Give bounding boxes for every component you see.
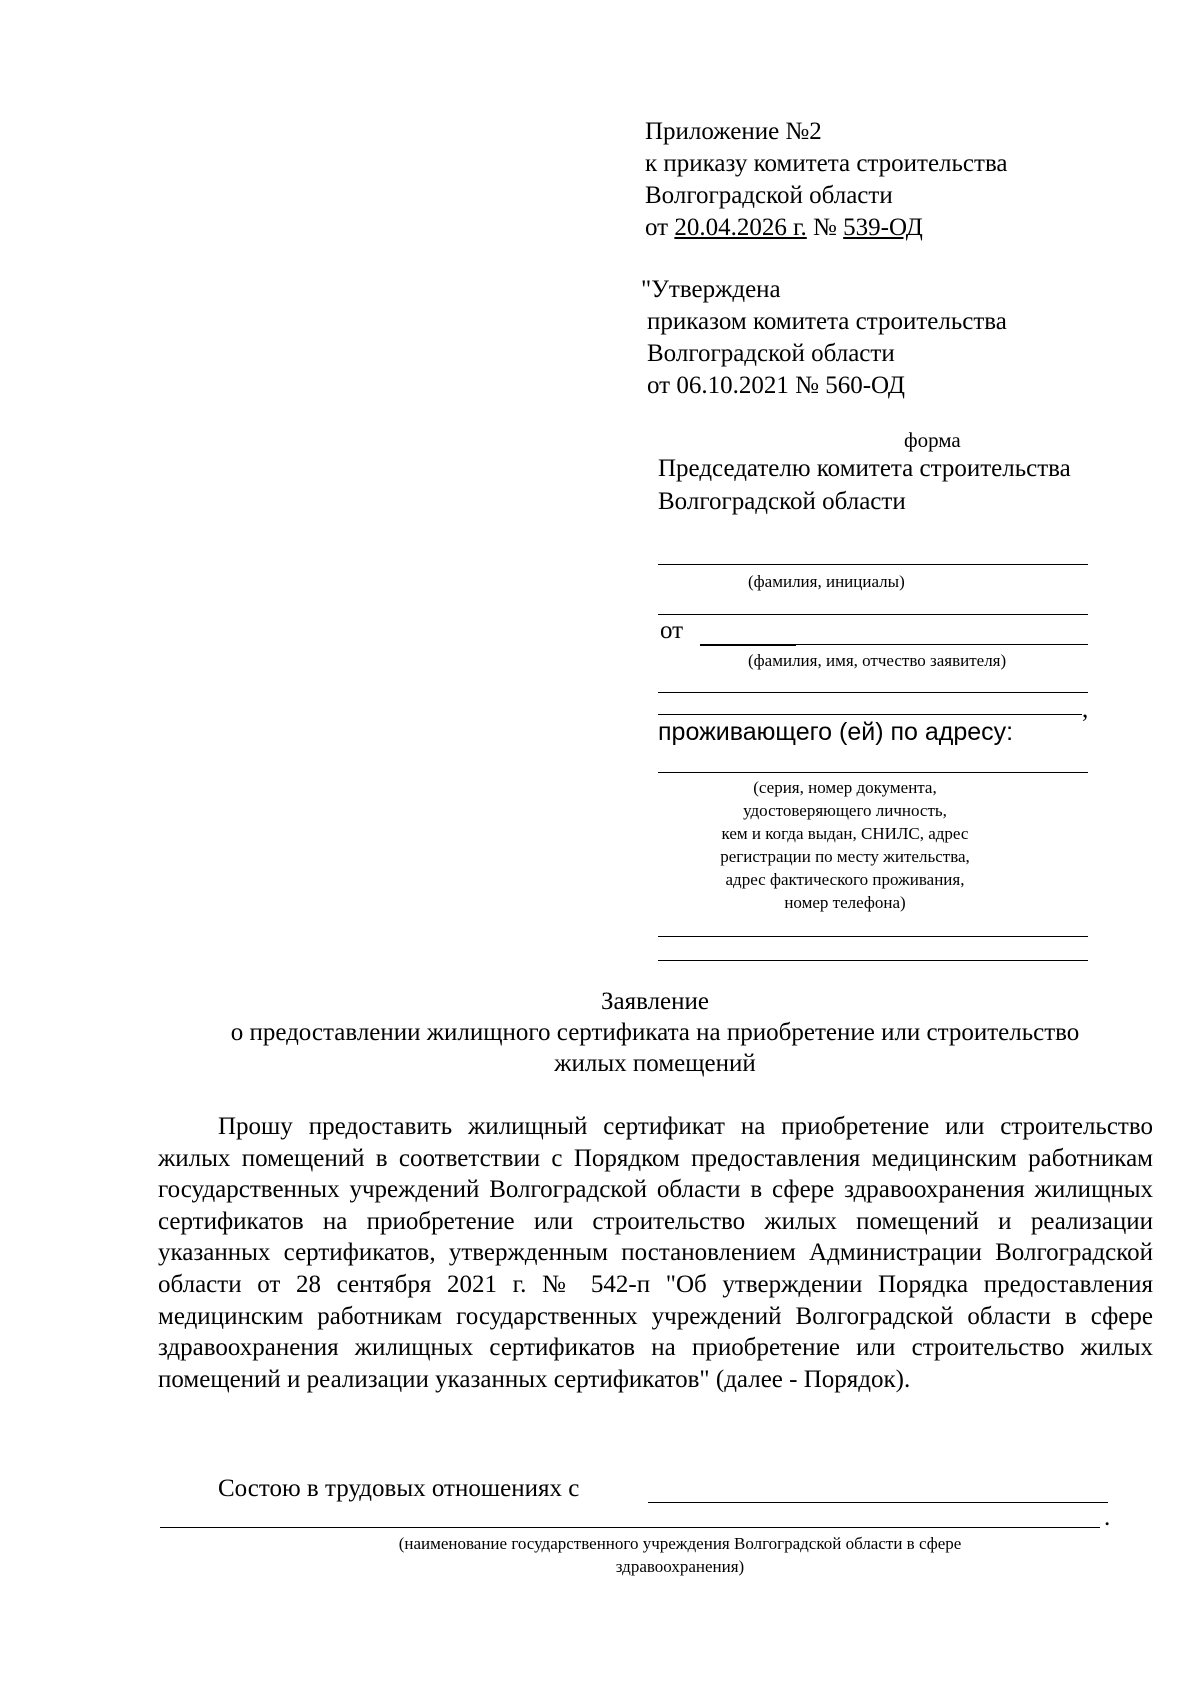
appendix-from-prefix: от bbox=[645, 214, 675, 241]
applicant-comma: , bbox=[1082, 696, 1089, 723]
recipient-block bbox=[658, 452, 1071, 518]
appendix-title: Приложение №2 bbox=[645, 118, 822, 145]
document-field-2[interactable] bbox=[658, 960, 1088, 961]
employment-field-1[interactable] bbox=[648, 1502, 1108, 1503]
document-caption-line: (серия, номер документа, bbox=[753, 778, 937, 797]
applicant-line-1[interactable] bbox=[658, 614, 1088, 615]
statement-paragraph: Прошу предоставить жилищный сертификат на приобретение или строительство жилых помещений в соответствии с Порядком предоставления медицинским работникам государственных учреждений Волгоградской области в сфере здравоохранения жилищных сертификатов на приобретение или строительство жилых помещений и реализации указанных сертификатов, утвержденным постановлением Администрации Волгоградской области от 28 сентября 2021 г. № 542-п "Об утверждении Порядка предоставления медицинским работникам государственных учреждений Волгоградской области в сфере здравоохранения жилищных сертификатов на приобретение или строительство жилых помещений и реализации указанных сертификатов" (далее - Порядок). bbox=[158, 1113, 1153, 1393]
appendix-number: 539-ОД bbox=[843, 214, 923, 241]
statement-title: Заявление bbox=[600, 988, 710, 1015]
approved-line-region: Волгоградской области bbox=[647, 340, 895, 367]
recipient-line-region: Волгоградской области bbox=[658, 488, 906, 515]
approved-title: "Утверждена bbox=[641, 276, 781, 303]
appendix-date-line bbox=[645, 212, 1008, 244]
institution-caption-line2: здравоохранения) bbox=[615, 1557, 745, 1576]
document-caption-line: регистрации по месту жительства, bbox=[720, 847, 970, 866]
document-caption-line: номер телефона) bbox=[784, 893, 906, 912]
document-caption-line: адрес фактического проживания, bbox=[725, 870, 965, 889]
statement-subtitle-line2: жилых помещений bbox=[554, 1050, 756, 1077]
statement-body bbox=[158, 1111, 1153, 1395]
document-field-1[interactable] bbox=[658, 936, 1088, 937]
statement-heading bbox=[150, 986, 1160, 1079]
residing-label: проживающего (ей) по адресу: bbox=[658, 718, 1014, 746]
applicant-line-2[interactable] bbox=[658, 692, 1088, 693]
form-label: форма bbox=[904, 428, 961, 452]
employment-field-2[interactable] bbox=[160, 1527, 1100, 1528]
document-caption-line: удостоверяющего личность, bbox=[743, 801, 947, 820]
approved-date-line: от 06.10.2021 № 560-ОД bbox=[647, 372, 905, 399]
institution-caption bbox=[300, 1532, 1060, 1578]
employment-period: . bbox=[1104, 1504, 1111, 1531]
from-name-field-short[interactable] bbox=[700, 644, 796, 646]
chair-name-field[interactable] bbox=[658, 564, 1088, 565]
employment-label: Состою в трудовых отношениях с bbox=[218, 1475, 580, 1502]
approved-block bbox=[641, 274, 1007, 402]
appendix-block bbox=[645, 116, 1008, 244]
appendix-number-prefix: № bbox=[806, 214, 844, 241]
applicant-line-3[interactable] bbox=[658, 714, 1082, 715]
appendix-date: 20.04.2026 г. bbox=[674, 214, 807, 241]
applicant-caption: (фамилия, имя, отчество заявителя) bbox=[748, 651, 1007, 670]
from-name-field[interactable] bbox=[796, 644, 1088, 645]
appendix-line-order: к приказу комитета строительства bbox=[645, 150, 1008, 177]
address-field[interactable] bbox=[658, 772, 1088, 773]
document-caption-line: кем и когда выдан, СНИЛС, адрес bbox=[721, 824, 969, 843]
from-label: от bbox=[660, 617, 684, 644]
chair-name-caption: (фамилия, инициалы) bbox=[748, 572, 905, 591]
recipient-line-chair: Председателю комитета строительства bbox=[658, 455, 1071, 482]
statement-subtitle-line1: о предоставлении жилищного сертификата на приобретение или строительство bbox=[230, 1019, 1080, 1046]
institution-caption-line1: (наименование государственного учреждения Волгоградской области в сфере bbox=[398, 1534, 962, 1553]
approved-line-order: приказом комитета строительства bbox=[647, 308, 1007, 335]
appendix-line-region: Волгоградской области bbox=[645, 182, 893, 209]
document-caption bbox=[650, 776, 1040, 914]
